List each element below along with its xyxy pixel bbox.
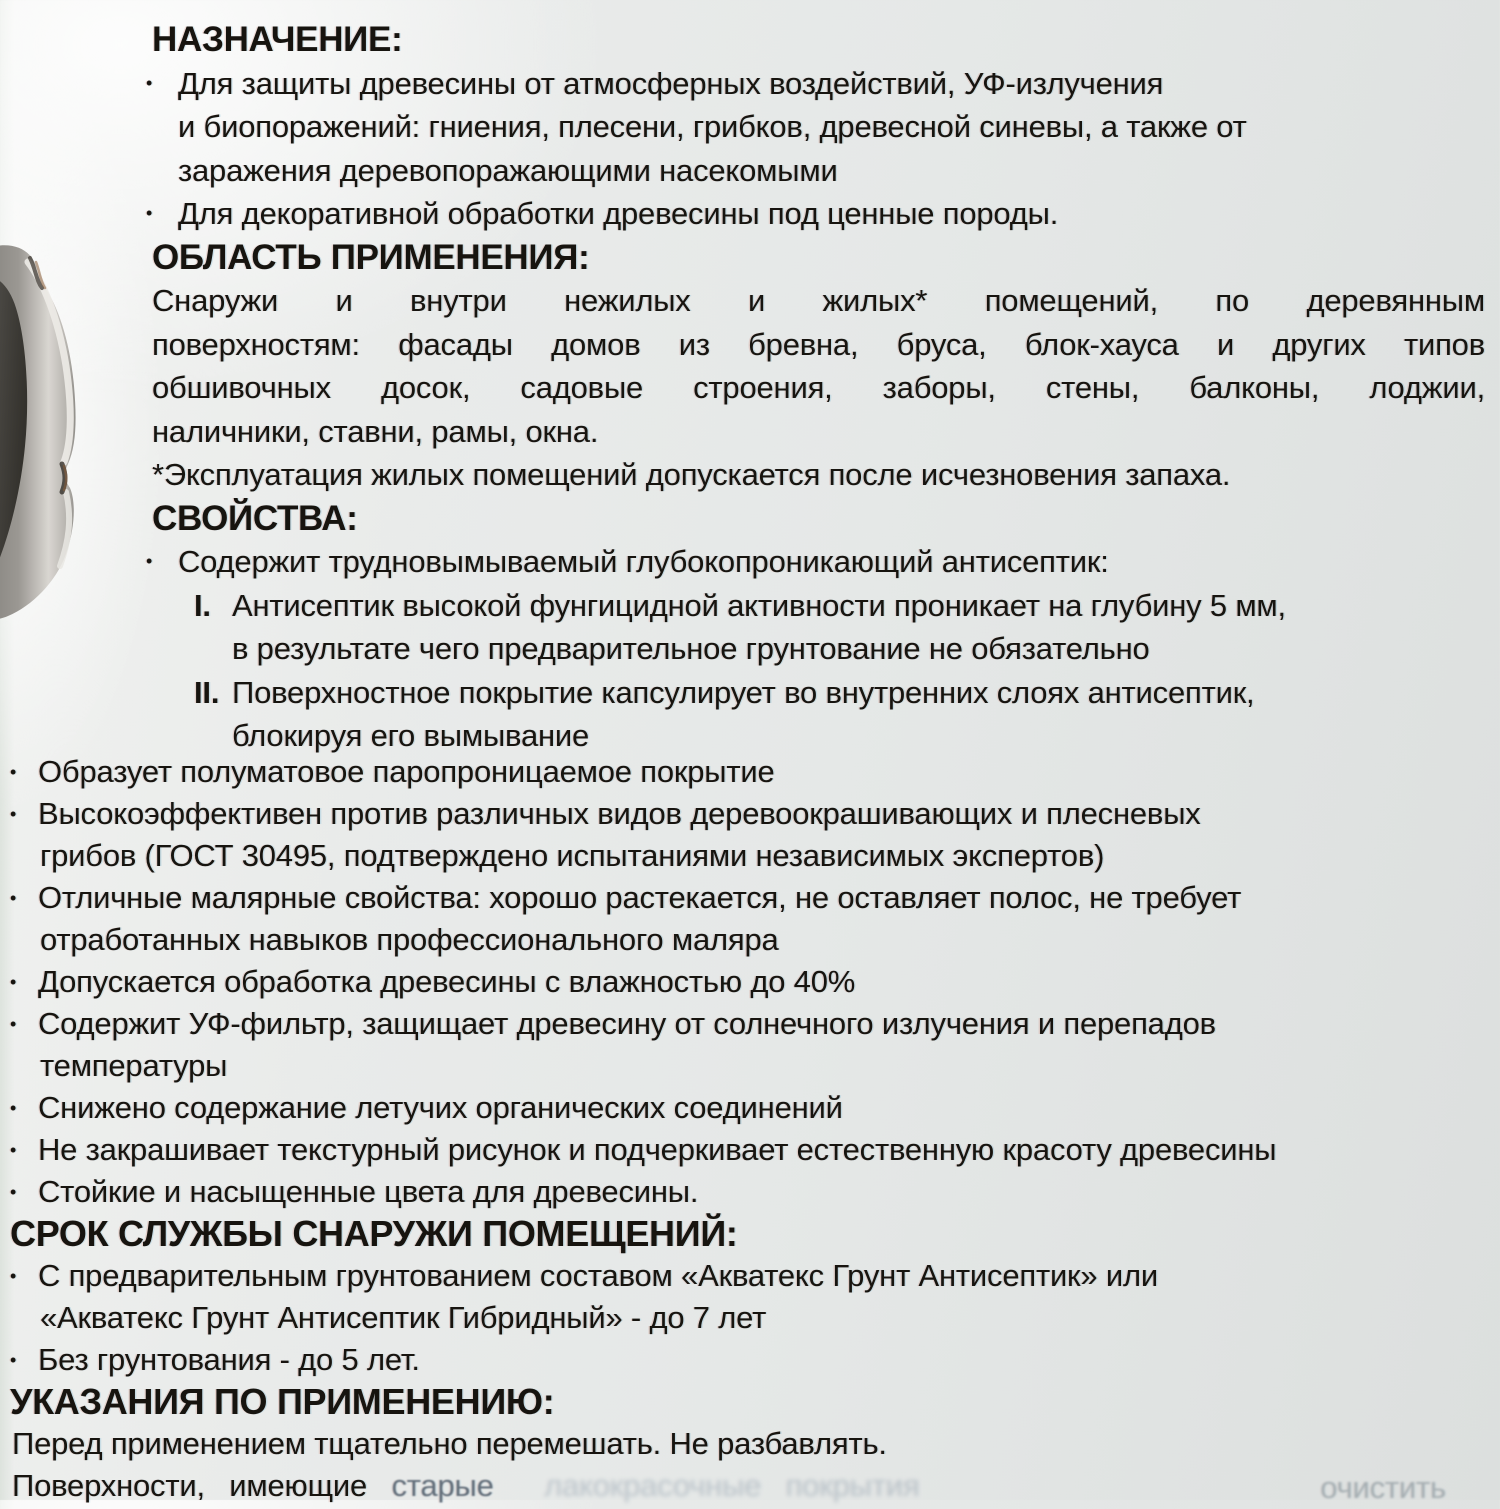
bullet-line <box>146 192 1485 236</box>
numbered-line-i <box>152 584 1485 628</box>
bullet-text-continuation: грибов (ГОСТ 30495, подтверждено испытаниями независимых экспертов) <box>40 838 1105 873</box>
paragraph-line-justified: поверхностям: фасады домов из бревна, бруса, блок-хауса и других типов <box>152 326 1485 362</box>
bullet-icon: • <box>10 1182 17 1202</box>
bullet-text: Снижено содержание летучих органических соединений <box>38 1090 843 1125</box>
bullet-text: Образует полуматовое паропроницаемое покрытие <box>38 754 775 789</box>
bullet-text: Без грунтования - до 5 лет. <box>38 1342 420 1377</box>
can-handle-ear-icon <box>0 236 96 628</box>
bullet-line <box>10 1339 1480 1381</box>
paragraph-line-justified: обшивочных досок, садовые строения, заборы, стены, балконы, лоджии, <box>152 370 1485 405</box>
bullet-line <box>10 961 1480 1003</box>
cutline-faded-word: старые <box>391 1468 494 1503</box>
bullet-icon: • <box>146 203 153 223</box>
bullet-icon: • <box>10 804 17 824</box>
bullet-text-continuation: отработанных навыков профессионального маляра <box>40 922 779 957</box>
bullet-text: Для декоративной обработки древесины под ценные породы. <box>178 196 1059 231</box>
bullet-text: Для защиты древесины от атмосферных воздействий, УФ-излучения <box>178 65 1164 101</box>
bullet-line <box>10 1087 1480 1129</box>
bullet-text: Содержит УФ-фильтр, защищает древесину от солнечного излучения и перепадов <box>38 1006 1216 1041</box>
bullet-text: Не закрашивает текстурный рисунок и подчеркивает естественную красоту древесины <box>38 1132 1277 1167</box>
bullet-line <box>10 877 1480 919</box>
bullet-line <box>10 1255 1480 1297</box>
roman-numeral-marker: I. <box>194 587 211 623</box>
bullet-line <box>10 751 1480 793</box>
bullet-icon: • <box>10 1266 17 1286</box>
roman-numeral-marker: II. <box>194 674 220 710</box>
section-header-properties: СВОЙСТВА: <box>152 498 358 538</box>
paragraph-line: Перед применением тщательно перемешать. Не разбавлять. <box>12 1426 887 1461</box>
bullet-icon: • <box>10 1014 17 1034</box>
bullet-text: Стойкие и насыщенные цвета для древесины. <box>38 1174 699 1209</box>
bullet-text-continuation: и биопоражений: гниения, плесени, грибков, древесной синевы, а также от <box>178 109 1247 144</box>
bullet-icon: • <box>146 551 153 571</box>
cutline-blurred-fragment: лакокрасочные покрытия <box>544 1468 920 1503</box>
bullet-text-continuation: температуры <box>40 1048 228 1083</box>
bullet-text: Высокоэффективен против различных видов деревоокрашивающих и плесневых <box>38 796 1201 831</box>
bullet-icon: • <box>10 1140 17 1160</box>
numbered-text: Антисептик высокой фунгицидной активности проникает на глубину 5 мм, <box>232 587 1286 623</box>
bullet-icon: • <box>10 888 17 908</box>
bullet-text-continuation: «Акватекс Грунт Антисептик Гибридный» - до 7 лет <box>40 1300 767 1335</box>
bullet-line <box>146 540 1485 584</box>
paragraph-line-justified: Снаружи и внутри нежилых и жилых* помещений, по деревянным <box>152 283 1485 318</box>
bullet-line <box>10 793 1480 835</box>
cutline-main-text: Поверхности, имеющие <box>12 1468 368 1503</box>
bullet-text: С предварительным грунтованием составом «Акватекс Грунт Антисептик» или <box>38 1258 1158 1293</box>
bullet-icon: • <box>10 1350 17 1370</box>
bullet-text: Содержит трудновымываемый глубокопроникающий антисептик: <box>178 544 1109 579</box>
bullet-icon: • <box>10 1098 17 1118</box>
bullet-icon: • <box>10 972 17 992</box>
footnote-line: *Эксплуатация жилых помещений допускается после исчезновения запаха. <box>152 457 1231 492</box>
section-header-purpose: НАЗНАЧЕНИЕ: <box>152 20 403 59</box>
bullet-text: Отличные малярные свойства: хорошо растекается, не оставляет полос, не требует <box>38 880 1242 915</box>
paragraph-line: наличники, ставни, рамы, окна. <box>152 413 599 449</box>
label-upper-text-block <box>146 18 1485 758</box>
bullet-icon: • <box>146 72 153 93</box>
numbered-text-continuation: в результате чего предварительное грунтование не обязательно <box>232 631 1150 666</box>
bullet-text: Допускается обработка древесины с влажностью до 40% <box>38 964 856 999</box>
bullet-icon: • <box>10 762 17 782</box>
section-header-usage: УКАЗАНИЯ ПО ПРИМЕНЕНИЮ: <box>10 1381 555 1422</box>
numbered-text-continuation: блокируя его вымывание <box>232 718 590 753</box>
bullet-line <box>146 62 1485 106</box>
cutline-right-fragment: очистить <box>1320 1470 1446 1505</box>
bullet-line <box>10 1129 1480 1171</box>
cut-off-bottom-line <box>12 1465 1480 1507</box>
bullet-line <box>10 1171 1480 1213</box>
numbered-line-ii <box>152 671 1485 715</box>
section-header-service-life: СРОК СЛУЖБЫ СНАРУЖИ ПОМЕЩЕНИЙ: <box>10 1213 738 1254</box>
bullet-text-continuation: заражения деревопоражающими насекомыми <box>178 152 838 188</box>
label-lower-text-block <box>10 751 1480 1507</box>
bullet-line <box>10 1003 1480 1045</box>
numbered-text: Поверхностное покрытие капсулирует во внутренних слоях антисептик, <box>232 674 1255 710</box>
section-header-application-area: ОБЛАСТЬ ПРИМЕНЕНИЯ: <box>152 237 590 277</box>
